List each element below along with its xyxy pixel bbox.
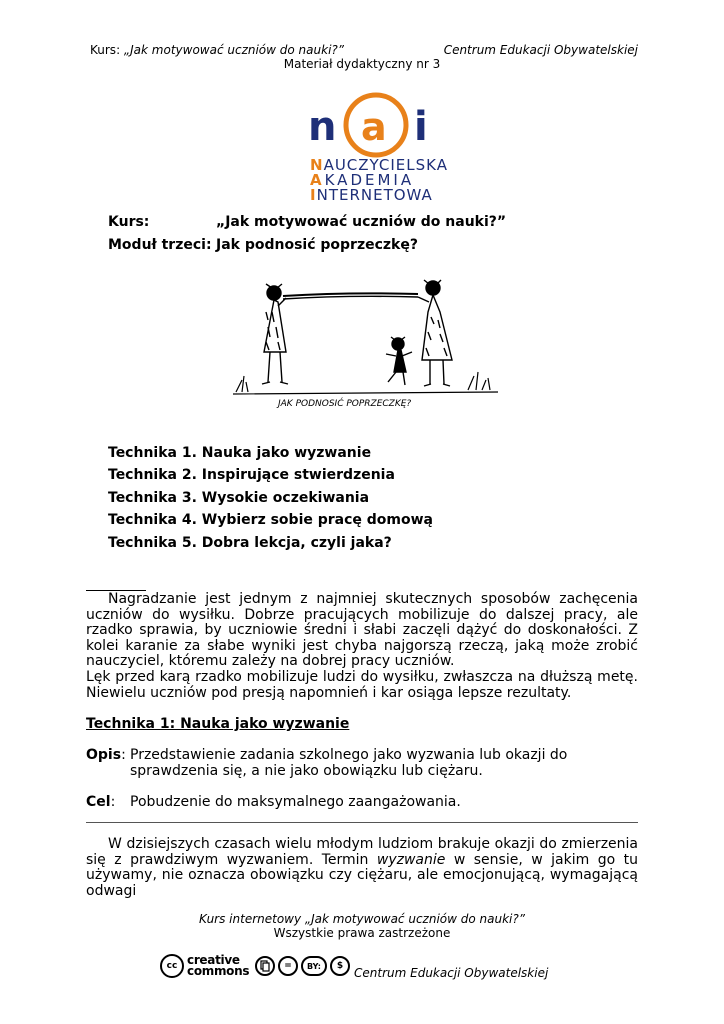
technique-2: Technika 2. Inspirujące stwierdzenia [108, 467, 395, 483]
opis-label: Opis [86, 747, 122, 763]
body-paragraph [86, 837, 638, 899]
footer-course: Kurs internetowy „Jak motywować uczniów do nauki?” [199, 912, 525, 926]
logo-line1-initial: N [310, 156, 324, 174]
illustration [228, 272, 508, 422]
logo-line2-initial: A [310, 171, 325, 189]
header-material: Materiał dydaktyczny nr 3 [283, 57, 441, 71]
cc-text: creative commons [187, 953, 250, 978]
intro-paragraph-2: Lęk przed karą rzadko mobilizuje ludzi do wysiłku, zwłaszcza na dłuższą metę. Niewielu uczniów pod presją napomnień i kar osiąga lepsze rezultaty. [86, 669, 638, 701]
header-course-title: „Jak motywować uczniów do nauki?” [123, 43, 344, 57]
logo-line3-rest: NTERNETOWA [316, 186, 433, 204]
logo-line2-rest: KADEMIA [324, 171, 415, 189]
nai-logo [300, 88, 450, 210]
cc-license-badge [160, 953, 353, 979]
opis-text: Przedstawienie zadania szkolnego jako wyzwania lub okazji do sprawdzenia się, a nie jako obowiązku lub ciężaru. [130, 747, 568, 779]
technique-5: Technika 5. Dobra lekcja, czyli jaka? [108, 535, 392, 551]
header-center: Centrum Edukacji Obywatelskiej [443, 43, 638, 57]
noncommercial-icon: $ [330, 956, 350, 976]
technique-3: Technika 3. Wysokie oczekiwania [108, 490, 370, 506]
body-end: w sensie, w jakim go tu używamy, nie oznacza obowiązku czy ciężaru, ale emocjonującą, wymagającą odwagi [86, 851, 638, 899]
full-divider [86, 822, 638, 823]
module-value: Jak podnosić poprzeczkę? [216, 237, 418, 253]
nai-logo-mark [300, 88, 450, 158]
section-heading: Technika 1: Nauka jako wyzwanie [86, 716, 350, 732]
body-start: W dzisiejszych czasach wielu młodym ludziom brakuje okazji do zmierzenia się z prawdziwym wyzwaniem. Termin [86, 836, 638, 868]
technique-4: Technika 4. Wybierz sobie pracę domową [108, 512, 434, 528]
footer-center: Centrum Edukacji Obywatelskiej [354, 966, 549, 980]
logo-line3-initial: I [310, 186, 317, 204]
opis-block: Opis: Przedstawienie zadania szkolnego jako wyzwania lub okazji do sprawdzenia się, a nie jako obowiązku lub ciężaru. [86, 748, 638, 779]
bar-raising-drawing [228, 272, 508, 422]
course-label: Kurs: [108, 214, 150, 230]
logo-letter-i: i [414, 104, 428, 150]
attribution-icon [255, 956, 275, 976]
footer-rights: Wszystkie prawa zastrzeżone [273, 926, 451, 940]
technique-1: Technika 1. Nauka jako wyzwanie [108, 445, 372, 461]
module-label: Moduł trzeci: [108, 237, 212, 253]
cc-icon: cc [160, 954, 184, 978]
cel-block: Cel: Pobudzenie do maksymalnego zaangażowania. [86, 794, 461, 810]
page-header [90, 43, 638, 57]
course-value: „Jak motywować uczniów do nauki?” [216, 214, 507, 230]
intro-paragraph-1: Nagradzanie jest jednym z najmniej skutecznych sposobów zachęcenia uczniów do wysiłku. Dobrze pracujących mobilizuje do dalszej pracy, ale rzadko sprawia, by uczniowie średni i słabi zaczęli dążyć do doskonałości. Z kolei karanie za słabe wyniki jest chyba najgorszą rzeczą, jaką może zrobić nauczyciel, któremu zależy na dobrej pracy uczniów. [86, 591, 638, 669]
logo-wordmark [310, 158, 448, 203]
body-emphasis: wyzwanie [376, 851, 446, 868]
no-derivatives-icon: = [278, 956, 298, 976]
logo-letter-a: a [361, 105, 387, 149]
cel-text: Pobudzenie do maksymalnego zaangażowania. [130, 794, 461, 810]
header-course-prefix: Kurs: [90, 43, 124, 57]
by-icon: BY: [301, 956, 327, 976]
cel-label: Cel [86, 794, 111, 810]
illustration-caption: JAK PODNOSIĆ POPRZECZKĘ? [278, 399, 412, 409]
logo-line1-rest: AUCZYCIELSKA [323, 156, 448, 174]
logo-letter-n: n [308, 104, 337, 150]
